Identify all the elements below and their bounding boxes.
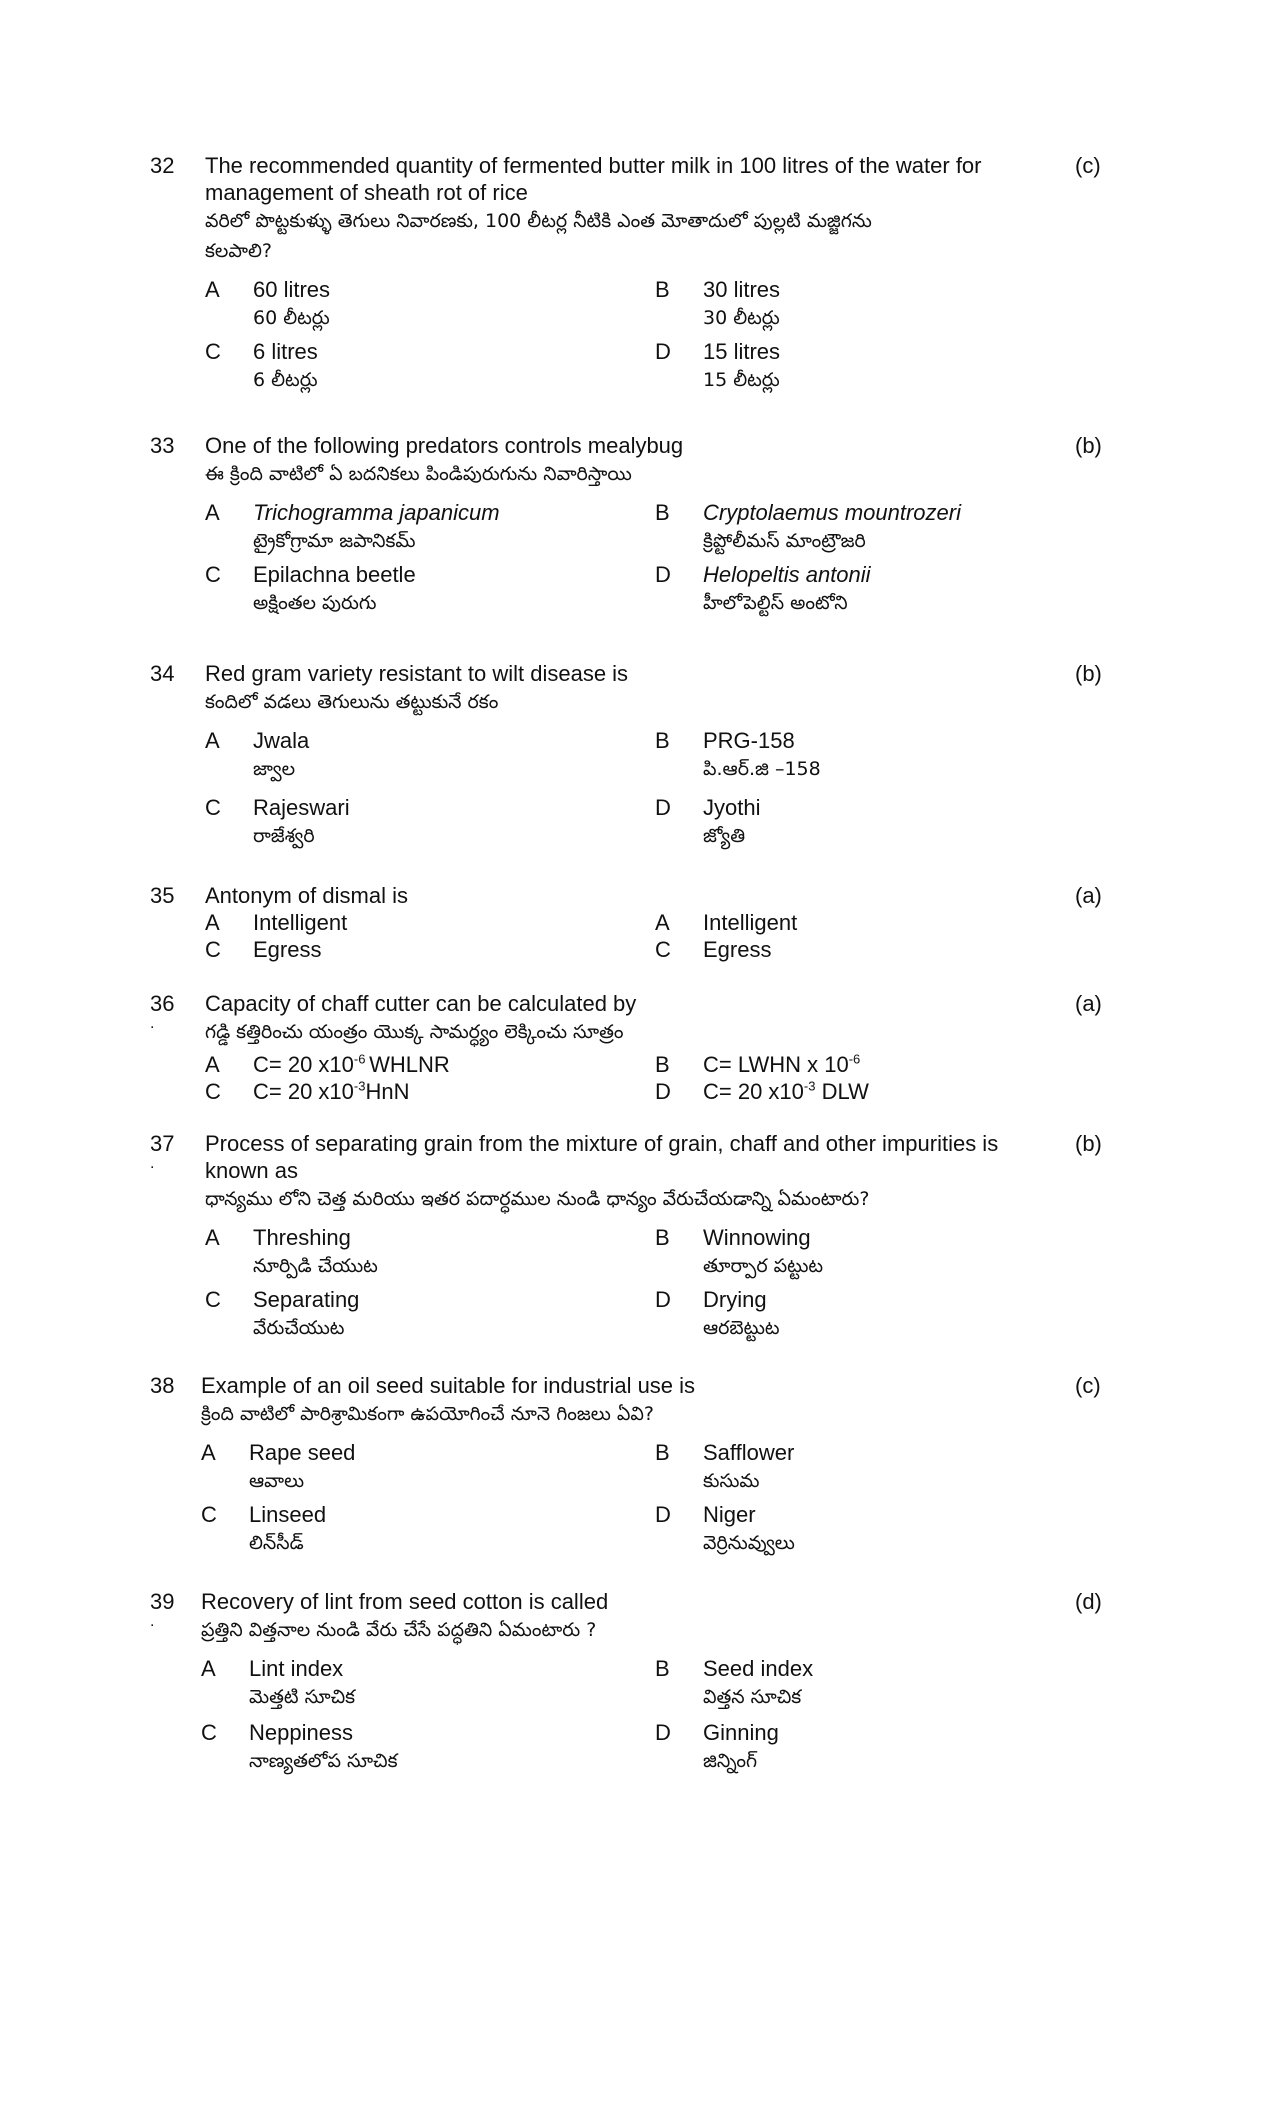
question-text-te: ఈ క్రింది వాటిలో ఏ బదనికలు పిండిపురుగును నివారిస్తాయి [205,463,632,485]
question-text-te: గడ్డి కత్తిరించు యంత్రం యొక్క సామర్ధ్యం లెక్కించు సూత్రం [205,1021,624,1043]
question-text-te: కందిలో వడలు తెగులును తట్టుకునే రకం [205,691,499,713]
answer-key: (c) [1075,153,1101,178]
answer-key: (b) [1075,1131,1102,1156]
question-text-te: ధాన్యము లోని చెత్త మరియు ఇతర పదార్ధముల నుండి ధాన్యం వేరుచేయడాన్ని ఏమంటారు? [205,1188,870,1210]
question-number: 33 [150,433,175,458]
answer-key: (a) [1075,991,1102,1016]
question-text-en: The recommended quantity of fermented butter milk in 100 litres of the water for management of sheath rot of rice [205,153,982,205]
question-text-en: Process of separating grain from the mixture of grain, chaff and other impurities is known as [205,1131,999,1183]
question-text-en: Capacity of chaff cutter can be calculated by [205,991,637,1016]
exam-page: 32 (c) The recommended quantity of fermented butter milk in 100 litres of the water for management of sheath rot of rice వరిలో పొట్టకుళ్ళు తెగులు నివారణకు, 100 లీటర్ల నీటికి ఎంత మోతాదులో పుల్లటి మజ్జిగను కలపాలి? A 60 litres 60 లీటర్లు B 30 litres 30 లీటర్లు C 6 litres 6 లీటర్లు D 15 litres 15 లీటర్లు 33 (b) One of the following predators controls mealybug ఈ క్రింది వాటిలో ఏ బదనికలు పిండిపురుగును నివారిస్తాయి A Trichogramma japanicum ట్రైకోగ్రామా జపానికమ్ B Cryptolaemus mountrozeri క్రిప్టోలీమస్ మాంట్రౌజరి C Epilachna beetle అక్షింతల పురుగు D Helopeltis antonii హీలోపెల్టిస్ అంటోని 34 (b) Red gram variety resistant to wilt disease is కందిలో వడలు తెగులును తట్టుకునే రకం A Jwala జ్వాల B PRG-158 పి.ఆర్.జి –158 C Rajeswari రాజేశ్వరి D Jyothi జ్యోతి 35 (a) Antonym of dismal is A Intelligent A Intelligent C Egress C Egress 36 . (a) Capacity of chaff cutter can be calculated by గడ్డి కత్తిరించు యంత్రం యొక్క సామర్ధ్యం లెక్కించు సూత్రం A C= 20 $x10^{-6}$ WHLNR B C= LWHN x $10^{-6}$ C C= 20 $x10^{-3}HnN$ D C= 20 $x10^{-3}$ DLW 37 . (b) Process of separating grain from the mixture of grain, chaff and other impurities is known as ధాన్యము లోని చెత్త మరియు ఇతర పదార్ధముల నుండి ధాన్యం వేరుచేయడాన్ని ఏమంటారు? A Threshing నూర్పిడి చేయుట B Winnowing తూర్పార పట్టుట C Separating వేరుచేయుట D Drying ఆరబెట్టుట 38 (c) Example of an oil seed suitable for industrial use is క్రింది వాటిలో పారిశ్రామికంగా ఉపయోగించే నూనె గింజలు ఏవి? A Rape seed ఆవాలు B Safflower కుసుమ C Linseed లిన్‌సీడ్ D Niger వెర్రినువ్వులు 39 . (d) Recovery of lint from seed cotton is called ప్రత్తిని విత్తనాల నుండి వేరు చేసే పద్ధతిని ఏమంటారు ? A Lint index మెత్తటి సూచిక B Seed index విత్తన సూచిక C Neppiness నాణ్యతలోప సూచిక D Ginning జిన్నింగ్ [150,153,1102,1772]
question-text-te: వరిలో పొట్టకుళ్ళు తెగులు నివారణకు, 100 లీటర్ల నీటికి ఎంత మోతాదులో పుల్లటి మజ్జిగను కలపాలి? [205,210,872,262]
answer-key: (a) [1075,883,1102,908]
question-text-en: Recovery of lint from seed cotton is called [201,1589,609,1614]
question-number: 35 [150,883,175,908]
question-text-en: Example of an oil seed suitable for industrial use is [201,1373,696,1398]
question-number: 36 . [150,991,175,1032]
question-text-en: One of the following predators controls mealybug [205,433,684,458]
question-text-en: Red gram variety resistant to wilt disease is [205,661,629,686]
question-number: 37 . [150,1131,175,1172]
question-number: 32 [150,153,175,178]
answer-key: (c) [1075,1373,1101,1398]
question-text-en: Antonym of dismal is [205,883,408,908]
answer-key: (b) [1075,661,1102,686]
question-text-te: క్రింది వాటిలో పారిశ్రామికంగా ఉపయోగించే నూనె గింజలు ఏవి? [201,1403,654,1425]
question-number: 39 . [150,1589,175,1630]
question-number: 38 [150,1373,175,1398]
question-text-te: ప్రత్తిని విత్తనాల నుండి వేరు చేసే పద్ధతిని ఏమంటారు ? [201,1619,597,1641]
question-number: 34 [150,661,175,686]
answer-key: (b) [1075,433,1102,458]
answer-key: (d) [1075,1589,1102,1614]
